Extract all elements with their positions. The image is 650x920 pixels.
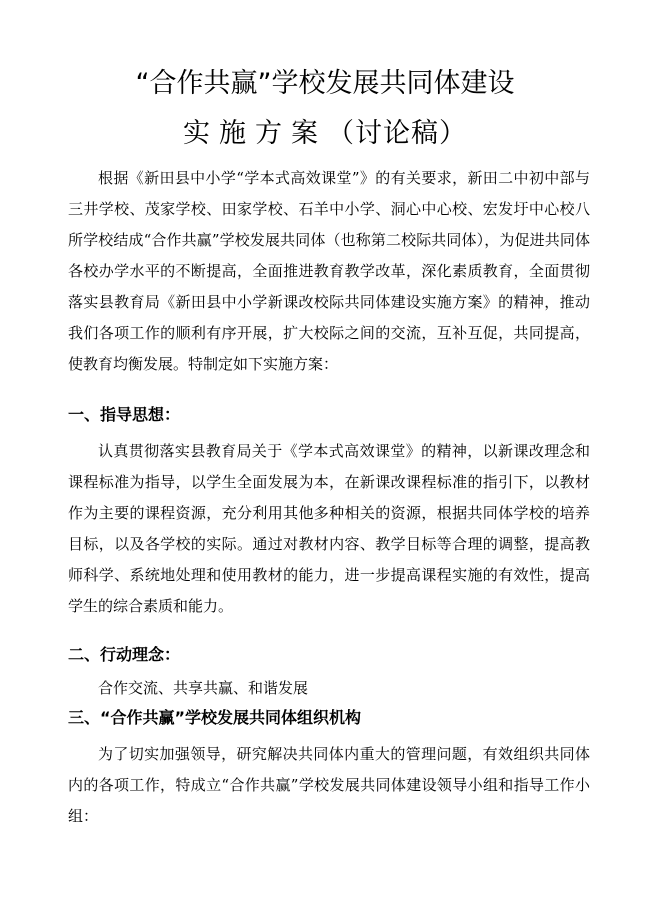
subtitle-main: 实施方案 <box>183 118 327 149</box>
document-subtitle <box>0 116 650 152</box>
document-title: “合作共赢”学校发展共同体建设 <box>135 68 515 99</box>
section-heading-guiding-thought: 一、指导思想： <box>68 405 181 424</box>
section-heading-organization: 三、“合作共赢”学校发展共同体组织机构 <box>68 708 362 727</box>
organization-paragraph: 为了切实加强领导，研究解决共同体内重大的管理问题，有效组织共同体内的各项工作，特成立“合作共赢”学校发展共同体建设领导小组和指导工作小组： <box>68 745 590 825</box>
intro-paragraph: 根据《新田县中小学“学本式高效课堂”》的有关要求，新田二中初中部与三井学校、茂家学校、田家学校、石羊中小学、洞心中心校、宏发圩中心校八所学校结成“合作共赢”学校发展共同体（也称第二校际共同体），为促进共同体各校办学水平的不断提高，全面推进教育教学改革，深化素质教育，全面贯彻落实县教育局《新田县中小学新课改校际共同体建设实施方案》的精神，推动我们各项工作的顺利有序开展，扩大校际之间的交流，互补互促，共同提高，使教育均衡发展。特制定如下实施方案： <box>68 169 590 373</box>
subtitle-draft-note: （讨论稿） <box>327 118 467 149</box>
action-philosophy-text: 合作交流、共享共赢、和谐发展 <box>98 679 309 697</box>
section-heading-action-philosophy: 二、行动理念： <box>68 645 181 664</box>
guiding-thought-paragraph: 认真贯彻落实县教育局关于《学本式高效课堂》的精神，以新课改理念和课程标准为指导，以学生全面发展为本，在新课改课程标准的指引下，以教材作为主要的课程资源，充分利用其他多种相关的资源，根据共同体学校的培养目标，以及各学校的实际。通过对教材内容、教学目标等合理的调整，提高教师科学、系统地处理和使用教材的能力，进一步提高课程实施的有效性，提高学生的综合素质和能力。 <box>68 442 590 615</box>
